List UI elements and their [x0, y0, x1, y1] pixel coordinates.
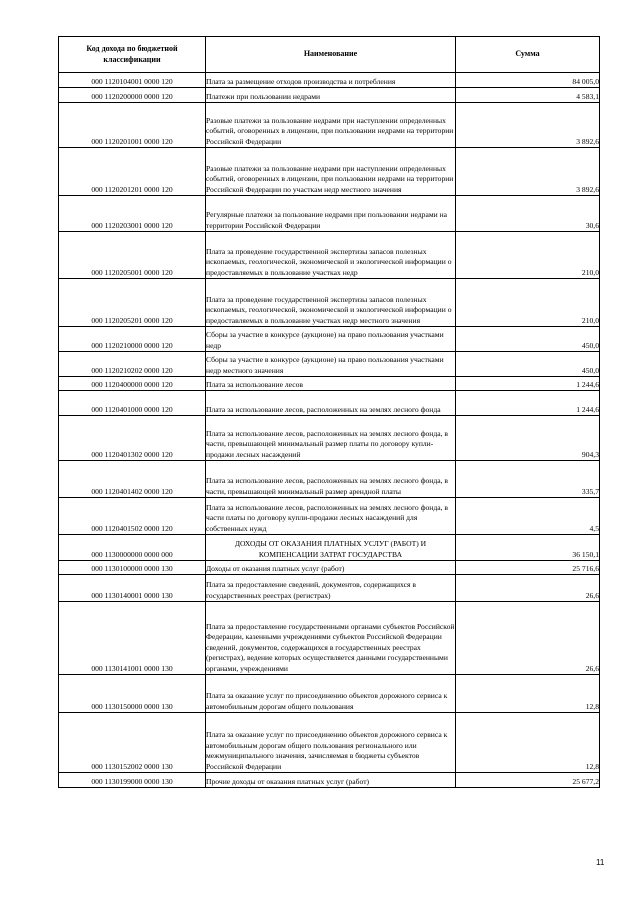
row-name: Плата за использование лесов, расположенных на землях лесного фонда, в части платы по договору купли-продажи лесных насаждений для собственных нужд — [206, 498, 456, 535]
row-name: ДОХОДЫ ОТ ОКАЗАНИЯ ПЛАТНЫХ УСЛУГ (РАБОТ) И КОМПЕНСАЦИИ ЗАТРАТ ГОСУДАРСТВА — [206, 535, 456, 561]
row-code: 000 1120210202 0000 120 — [59, 352, 206, 377]
row-name: Регулярные платежи за пользование недрами при пользовании недрами на территории Российской Федерации — [206, 196, 456, 232]
row-code: 000 1130141001 0000 130 — [59, 602, 206, 675]
header-sum: Сумма — [456, 37, 600, 73]
row-code: 000 1120200000 0000 120 — [59, 88, 206, 103]
table-row — [59, 416, 600, 461]
table-row — [59, 232, 600, 279]
table-row — [59, 713, 600, 773]
header-code: Код дохода по бюджетной классификации — [59, 37, 206, 73]
row-name: Плата за использование лесов, расположенных на землях лесного фонда, в части, превышающей минимальный размер арендной платы — [206, 461, 456, 498]
row-name: Сборы за участие в конкурсе (аукционе) на право пользования участками недр местного значения — [206, 352, 456, 377]
table-row — [59, 327, 600, 352]
row-sum: 25 677,2 — [456, 773, 600, 788]
row-name: Доходы от оказания платных услуг (работ) — [206, 561, 456, 575]
row-sum: 4 583,1 — [456, 88, 600, 103]
row-sum: 210,0 — [456, 279, 600, 327]
row-sum: 26,6 — [456, 575, 600, 602]
row-sum: 1 244,6 — [456, 377, 600, 391]
row-name: Плата за предоставление государственными органами субъектов Российской Федерации, казенными учреждениями субъектов Российской Федерации сведений, документов, содержащихся в государственных реестрах (регистрах), ведение которых осуществляется данными государственными органами, учреждениями — [206, 602, 456, 675]
row-sum: 12,8 — [456, 713, 600, 773]
row-name: Плата за использование лесов, расположенных на землях лесного фонда — [206, 391, 456, 416]
row-sum: 12,8 — [456, 675, 600, 713]
row-code: 000 1130152002 0000 130 — [59, 713, 206, 773]
budget-revenue-table — [58, 36, 600, 788]
row-sum: 450,0 — [456, 352, 600, 377]
row-sum: 30,6 — [456, 196, 600, 232]
row-sum: 210,0 — [456, 232, 600, 279]
header-name: Наименование — [206, 37, 456, 73]
table-row — [59, 461, 600, 498]
table-row — [59, 73, 600, 88]
row-name: Плата за размещение отходов производства и потребления — [206, 73, 456, 88]
row-sum: 904,3 — [456, 416, 600, 461]
table-row — [59, 377, 600, 391]
row-sum: 1 244,6 — [456, 391, 600, 416]
table-row — [59, 498, 600, 535]
row-code: 000 1120205201 0000 120 — [59, 279, 206, 327]
row-sum: 4,5 — [456, 498, 600, 535]
row-code: 000 1120104001 0000 120 — [59, 73, 206, 88]
row-code: 000 1120203001 0000 120 — [59, 196, 206, 232]
row-name: Плата за использование лесов, расположенных на землях лесного фонда, в части, превышающей минимальный размер платы по договору купли-продажи лесных насаждений — [206, 416, 456, 461]
row-code: 000 1120401402 0000 120 — [59, 461, 206, 498]
table-row — [59, 773, 600, 788]
row-name: Сборы за участие в конкурсе (аукционе) на право пользования участками недр — [206, 327, 456, 352]
table-row — [59, 88, 600, 103]
page-number: 11 — [596, 858, 605, 867]
table-row — [59, 148, 600, 196]
table-row — [59, 535, 600, 561]
row-sum: 36 150,1 — [456, 535, 600, 561]
table-row — [59, 561, 600, 575]
row-code: 000 1130140001 0000 130 — [59, 575, 206, 602]
row-name: Платежи при пользовании недрами — [206, 88, 456, 103]
row-sum: 3 892,6 — [456, 103, 600, 148]
row-code: 000 1120201001 0000 120 — [59, 103, 206, 148]
row-name: Плата за оказание услуг по присоединению объектов дорожного сервиса к автомобильным дорогам общего пользования — [206, 675, 456, 713]
table-row — [59, 602, 600, 675]
row-code: 000 1130199000 0000 130 — [59, 773, 206, 788]
row-sum: 3 892,6 — [456, 148, 600, 196]
table-row — [59, 675, 600, 713]
row-name: Плата за оказание услуг по присоединению объектов дорожного сервиса к автомобильным дорогам общего пользования регионального или межмуниципального значения, зачисляемая в бюджеты субъектов Российской Федерации — [206, 713, 456, 773]
row-sum: 335,7 — [456, 461, 600, 498]
row-code: 000 1120201201 0000 120 — [59, 148, 206, 196]
row-code: 000 1120210000 0000 120 — [59, 327, 206, 352]
table-row — [59, 103, 600, 148]
row-code: 000 1130000000 0000 000 — [59, 535, 206, 561]
row-code: 000 1120401502 0000 120 — [59, 498, 206, 535]
table-row — [59, 196, 600, 232]
row-code: 000 1120205001 0000 120 — [59, 232, 206, 279]
row-sum: 84 005,0 — [456, 73, 600, 88]
row-name: Плата за проведение государственной экспертизы запасов полезных ископаемых, геологической, экономической и экологической информации о предоставляемых в пользование участках недр местного значения — [206, 279, 456, 327]
row-name: Разовые платежи за пользование недрами при наступлении определенных событий, оговоренных в лицензии, при пользовании недрами на территории Российской Федерации — [206, 103, 456, 148]
row-code: 000 1120400000 0000 120 — [59, 377, 206, 391]
row-name: Плата за проведение государственной экспертизы запасов полезных ископаемых, геологической, экономической и экологической информации о предоставляемых в пользование участках недр — [206, 232, 456, 279]
row-name: Прочие доходы от оказания платных услуг (работ) — [206, 773, 456, 788]
table-header-row — [59, 37, 600, 73]
row-name: Плата за использование лесов — [206, 377, 456, 391]
table-row — [59, 279, 600, 327]
table-row — [59, 391, 600, 416]
row-code: 000 1130100000 0000 130 — [59, 561, 206, 575]
row-code: 000 1120401000 0000 120 — [59, 391, 206, 416]
table-row — [59, 575, 600, 602]
row-sum: 26,6 — [456, 602, 600, 675]
row-code: 000 1120401302 0000 120 — [59, 416, 206, 461]
row-code: 000 1130150000 0000 130 — [59, 675, 206, 713]
row-sum: 25 716,6 — [456, 561, 600, 575]
row-name: Плата за предоставление сведений, документов, содержащихся в государственных реестрах (регистрах) — [206, 575, 456, 602]
row-name: Разовые платежи за пользование недрами при наступлении определенных событий, оговоренных в лицензии, при пользовании недрами на территории Российской Федерации по участкам недр местного значения — [206, 148, 456, 196]
table-row — [59, 352, 600, 377]
row-sum: 450,0 — [456, 327, 600, 352]
